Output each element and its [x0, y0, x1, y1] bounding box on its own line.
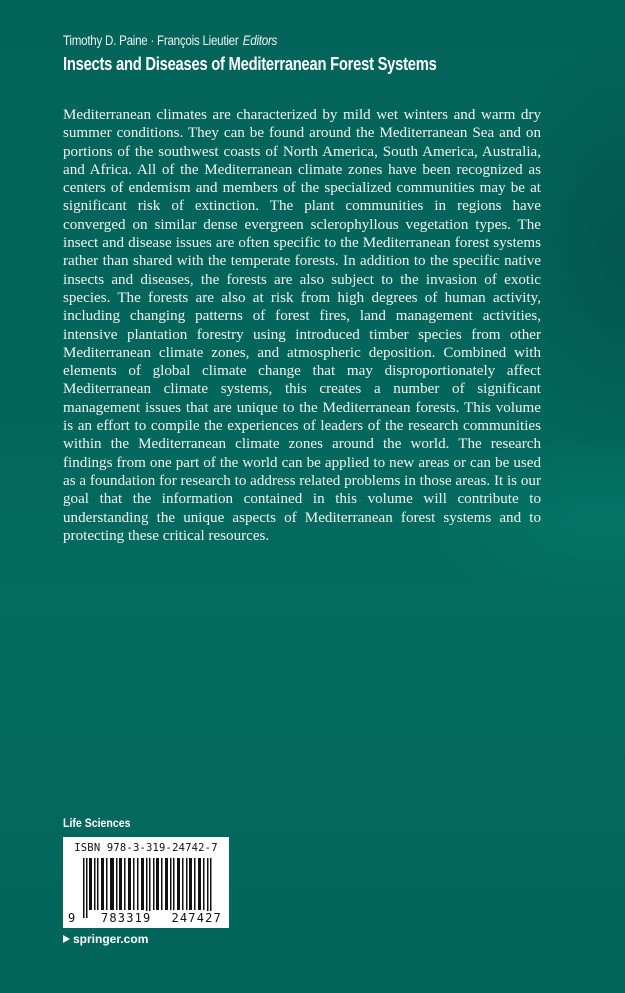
- publisher-website-link[interactable]: [63, 932, 148, 946]
- isbn-barcode: [63, 837, 229, 928]
- book-description: Mediterranean climates are characterized by mild wet winters and warm dry summer conditions. They can be found around the Mediterranean Sea and on portions of the southwest coasts of North America, South America, Australia, and Africa. All of the Mediterranean climate zones have been recognized as centers of endemism and members of the specialized communities may be at significant risk of extinction. The plant communities in regions have converged on similar dense evergreen sclerophyllous vegetation types. The insect and disease issues are often specific to the Mediterranean forest systems rather than shared with the temperate forests. In addition to the specific native insects and diseases, the forests are also subject to the invasion of exotic species. The forests are also at risk from high degrees of human activity, including changing patterns of forest fires, land management activities, intensive plantation forestry using introduced timber species from other Mediterranean climate zones, and atmospheric deposition. Combined with elements of global climate change that may disproportionately affect Mediterranean climate systems, this creates a number of significant management issues that are unique to the Mediterranean forests. This volume is an effort to compile the experiences of leaders of the research communities within the Mediterranean climate zones around the world. The research findings from one part of the world can be applied to new areas or can be used as a foundation for research to address related problems in those areas. It is our goal that the information contained in this volume will contribute to understanding the unique aspects of Mediterranean forest systems and to protecting these critical resources.: [63, 107, 541, 544]
- website-text: springer.com: [73, 932, 149, 946]
- barcode-bars-icon: [83, 858, 213, 918]
- ean-first-digit: 9: [68, 911, 76, 925]
- play-triangle-icon: [63, 935, 70, 943]
- editor-names: Timothy D. Paine · François Lieutier: [63, 33, 239, 48]
- book-title: Insects and Diseases of Mediterranean Forest Systems: [63, 54, 437, 74]
- ean-right-group: 247427: [171, 911, 222, 925]
- ean-digits: [68, 911, 223, 925]
- isbn-number: ISBN 978-3-319-24742-7: [74, 842, 218, 854]
- editors-role-label: Editors: [242, 33, 278, 48]
- editors-line: [63, 33, 277, 48]
- ean-left-group: 783319: [100, 911, 152, 925]
- series-label: Life Sciences: [63, 816, 131, 830]
